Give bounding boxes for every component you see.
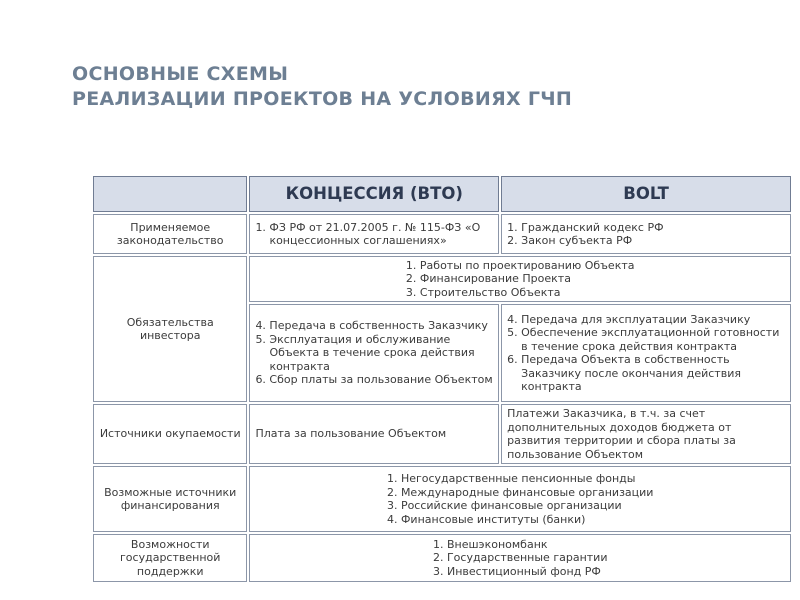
list-item: 4. Передача в собственность Заказчику [255,319,488,333]
row-label-support: Возможности государственной поддержки [93,534,247,582]
list-item: 3. Инвестиционный фонд РФ [432,564,601,578]
cell-financing-common [249,466,791,532]
comparison-table [91,174,793,584]
list-item: 5. Обеспечение эксплуатационной готовности в течение срока действия контракта [507,326,780,353]
row-label-financing: Возможные источники финансирования [93,466,247,532]
page-title-line2: РЕАЛИЗАЦИИ ПРОЕКТОВ НА УСЛОВИЯХ ГЧП [72,88,573,110]
header-bolt: BOLT [501,176,791,212]
table-header-row [93,176,791,212]
cell-legislation-bolt [501,214,791,254]
row-payback [93,404,791,464]
list-item: 4. Финансовые институты (банки) [386,512,586,526]
list-item: 2. Закон субъекта РФ [507,234,633,247]
list-item: 3. Российские финансовые организации [386,499,622,512]
cell-legislation-concession [249,214,499,254]
list-item: 6. Передача Объекта в собственность Заказчику после окончания действия контракта [507,353,741,393]
row-label-payback: Источники окупаемости [93,404,247,464]
cell-payback-bolt: Платежи Заказчика, в т.ч. за счет дополнительных доходов бюджета от развития территории и сбора платы за пользование Объектом [501,404,791,464]
cell-support-common [249,534,791,582]
row-legislation [93,214,791,254]
cell-obligations-common [249,256,791,302]
list-financing-common [387,472,654,526]
row-financing [93,466,791,532]
list-item: 2. Финансирование Проекта [405,272,571,286]
cell-obligations-bolt [501,304,791,402]
list-item: 4. Передача для эксплуатации Заказчику [507,312,751,326]
row-obligations-common [93,256,791,302]
list-item: 2. Государственные гарантии [432,551,608,565]
list-item: 1. ФЗ РФ от 21.07.2005 г. № 115-ФЗ «О концессионных соглашениях» [255,220,481,247]
list-obligations-common [406,259,635,300]
list-obligations-bolt [507,313,785,394]
header-corner-cell [93,176,247,212]
cell-payback-concession: Плата за пользование Объектом [249,404,499,464]
list-legislation-concession [255,221,493,248]
list-item: 6. Сбор платы за пользование Объектом [255,373,493,387]
list-legislation-bolt [507,221,785,248]
cell-obligations-concession [249,304,499,402]
row-label-legislation: Применяемое законодательство [93,214,247,254]
list-support-common [433,538,608,579]
list-item: 1. Гражданский кодекс РФ [507,220,664,234]
header-concession: КОНЦЕССИЯ (BTO) [249,176,499,212]
row-support [93,534,791,582]
page-title-line1: ОСНОВНЫЕ СХЕМЫ [72,63,289,85]
list-item: 1. Внешэкономбанк [432,537,548,551]
page-title [72,62,572,112]
list-item: 1. Работы по проектированию Объекта [405,258,635,272]
list-item: 1. Негосударственные пенсионные фонды [386,472,636,485]
list-item: 2. Международные финансовые организации [386,485,654,499]
list-item: 3. Строительство Объекта [405,285,561,299]
row-label-obligations: Обязательства инвестора [93,256,247,402]
list-obligations-concession [255,319,493,387]
list-item: 5. Эксплуатация и обслуживание Объекта в течение срока действия контракта [255,332,475,373]
